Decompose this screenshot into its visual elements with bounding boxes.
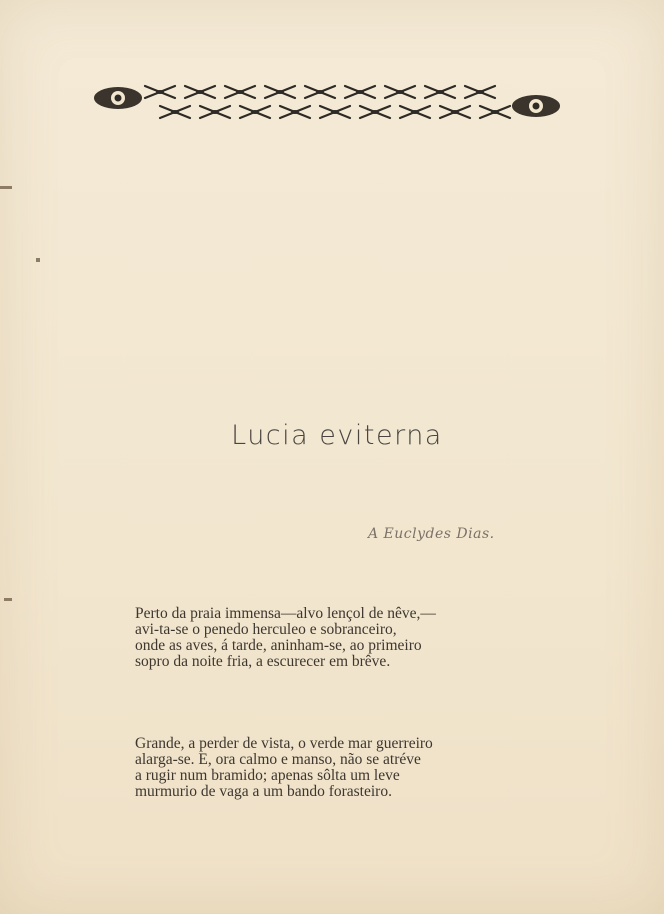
verse-line: Perto da praia immensa—alvo lençol de nêve,—: [135, 605, 436, 622]
verse-line: a rugir num bramido; apenas sôlta um leve: [135, 767, 400, 784]
verse-line: onde as aves, á tarde, aninham-se, ao primeiro: [135, 637, 422, 654]
verse-line: avi-ta-se o penedo herculeo e sobranceiro,: [135, 621, 397, 638]
dedication: A Euclydes Dias.: [368, 526, 495, 542]
binding-mark: [36, 258, 40, 262]
binding-mark: [4, 598, 12, 601]
verse-line: Grande, a perder de vista, o verde mar guerreiro: [135, 735, 433, 752]
verse-line: alarga-se. E, ora calmo e manso, não se atréve: [135, 751, 421, 768]
stanza-1: [135, 606, 535, 670]
verse-line: murmurio de vaga a um bando forasteiro.: [135, 783, 392, 800]
verse-line: sopro da noite fria, a escurecer em brêve.: [135, 653, 391, 670]
stanza-2: [135, 736, 535, 800]
poem-title: Lucia eviterna: [231, 420, 443, 451]
floral-band-ornament-icon: [90, 74, 565, 130]
binding-mark: [0, 186, 12, 189]
